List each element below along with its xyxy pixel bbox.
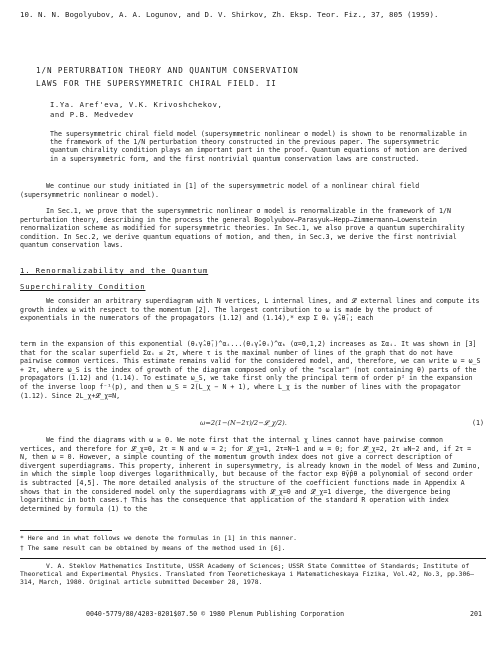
authors-line-2: and P.B. Medvedev (50, 110, 134, 119)
section-title-line-1: 1. Renormalizability and the Quantum (20, 266, 209, 275)
paper-title-line-2: LAWS FOR THE SUPERSYMMETRIC CHIRAL FIELD. II (36, 79, 277, 88)
equation-number: (1) (472, 419, 484, 427)
page-number: 201 (470, 610, 482, 618)
body-paragraph-4: term in the expansion of this exponential (θᵢγ̂ₐθ̄ⱼ)^αᵢ...(θᵢγ̂ₐθᵢ)^αₖ (α=0,1,2) increases as Σαᵢ. It was shown in [3] that for the scalar superfield Σαᵢ ≤ 2τ, where τ is the maximal number of lines of the graph that do not have pairwise common vertices. This estimate remains valid for the considered model, and, therefore, we can write ω = ω_S + 2τ, where ω_S is the index of growth of the diagram composed only of the "scalar" (not containing θ) parts of the propagators (1.12) and (1.14). To estimate ω_S, we take first only the principal term of order p² in the expansion of the inverse loop f⁻¹(p), and then ω_S = 2(L_χ − N + 1), where L_χ is the number of lines with the propagator (1.12). Since 2L_χ+𝓛_χ=N, (20, 340, 481, 400)
affiliation-note: V. A. Steklov Mathematics Institute, USSR Academy of Sciences; USSR State Committee of Standards; Institute of Theoretical and Experimental Physics. Translated from Teoreticheskaya i Matematicheskaya Fizika, Vol.42, No.3, pp.306–314, March, 1980. Original article submitted December 28, 1978. (20, 562, 475, 587)
abstract: The supersymmetric chiral field model (supersymmetric nonlinear σ model) is shown to be renormalizable in the framework of the 1/N perturbation theory constructed in the previous paper. The supersymmetric quantum chirality condition plays an important part in the proof. Quantum equations of motion are derived in a supersymmetric form, and the first nontrivial quantum conservation laws are constructed. (50, 130, 467, 163)
equation-1: ω=2(1−(N−2τ)/2−𝓛_χ/2). (200, 419, 287, 427)
copyright-footer: 0040-5779/80/4203-0201$07.50 © 1980 Plenum Publishing Corporation (86, 610, 345, 618)
body-paragraph-3: We consider an arbitrary superdiagram with N vertices, L internal lines, and 𝓛 external lines and compute its growth index ω with respect to the momentum [2]. The largest contribution to ω is made by the product of exponentials in the numerators of the propagators (1.12) and (1.14),* exp Σ θᵢ γ̂ₐθ̄ⱼ; each (20, 297, 480, 323)
body-paragraph-2: In Sec.1, we prove that the supersymmetric nonlinear σ model is renormalizable in the framework of 1/N perturbation theory, describing in the process the general Bogolyubov–Parasyuk–Hepp–Zimmermann–Lowenstein renormalization scheme as modified for supersymmetric theories. In Sec.1, we also prove a quantum superchirality condition. In Sec.2, we derive quantum equations of motion, and then, in Sec.3, we derive the first nontrivial quantum conservation laws. (20, 207, 465, 250)
footnote-1: * Here and in what follows we denote the formulas in [1] in this manner. (20, 534, 298, 542)
footnote-divider (20, 530, 112, 531)
affiliation-divider (20, 558, 486, 559)
body-paragraph-1: We continue our study initiated in [1] of the supersymmetric model of a nonlinear chiral field (supersymmetric nonlinear σ model). (20, 182, 420, 199)
section-title-line-2: Superchirality Condition (20, 282, 146, 291)
body-paragraph-5: We find the diagrams with ω ≥ 0. We note first that the internal χ lines cannot have pairwise common vertices, and therefore for 𝓛_χ=0, 2τ = N and ω = 2; for 𝓛_χ=1, 2τ=N−1 and ω = 0; for 𝓛_χ=2, 2τ ≥N−2 and, if 2τ = N, then ω = 0. However, a simple counting of the momentum growth index does not give a correct description of divergent superdiagrams. This property, inherent in supersymmetry, is already known in the model of Wess and Zumino, in which the simple loop diverges logarithmically, but because of the factor exp θ̄γ̂pθ a polynomial of second order is subtracted [4,5]. The more detailed analysis of the structure of the coefficient functions made in Appendix A shows that in the considered model only the superdiagrams with 𝓛_χ=0 and 𝓛_χ=1 diverge, the divergence being logarithmic in both cases.† This has the consequence that application of the standard R operation with index determined by formula (1) to the (20, 436, 481, 513)
footnote-2: † The same result can be obtained by means of the method used in [6]. (20, 544, 286, 552)
paper-title-line-1: 1/N PERTURBATION THEORY AND QUANTUM CONSERVATION (36, 66, 299, 75)
authors-line-1: I.Ya. Aref'eva, V.K. Krivoshchekov, (50, 100, 223, 109)
header-reference: 10. N. N. Bogolyubov, A. A. Logunov, and D. V. Shirkov, Zh. Eksp. Teor. Fiz., 37, 805 (1959). (20, 10, 439, 19)
